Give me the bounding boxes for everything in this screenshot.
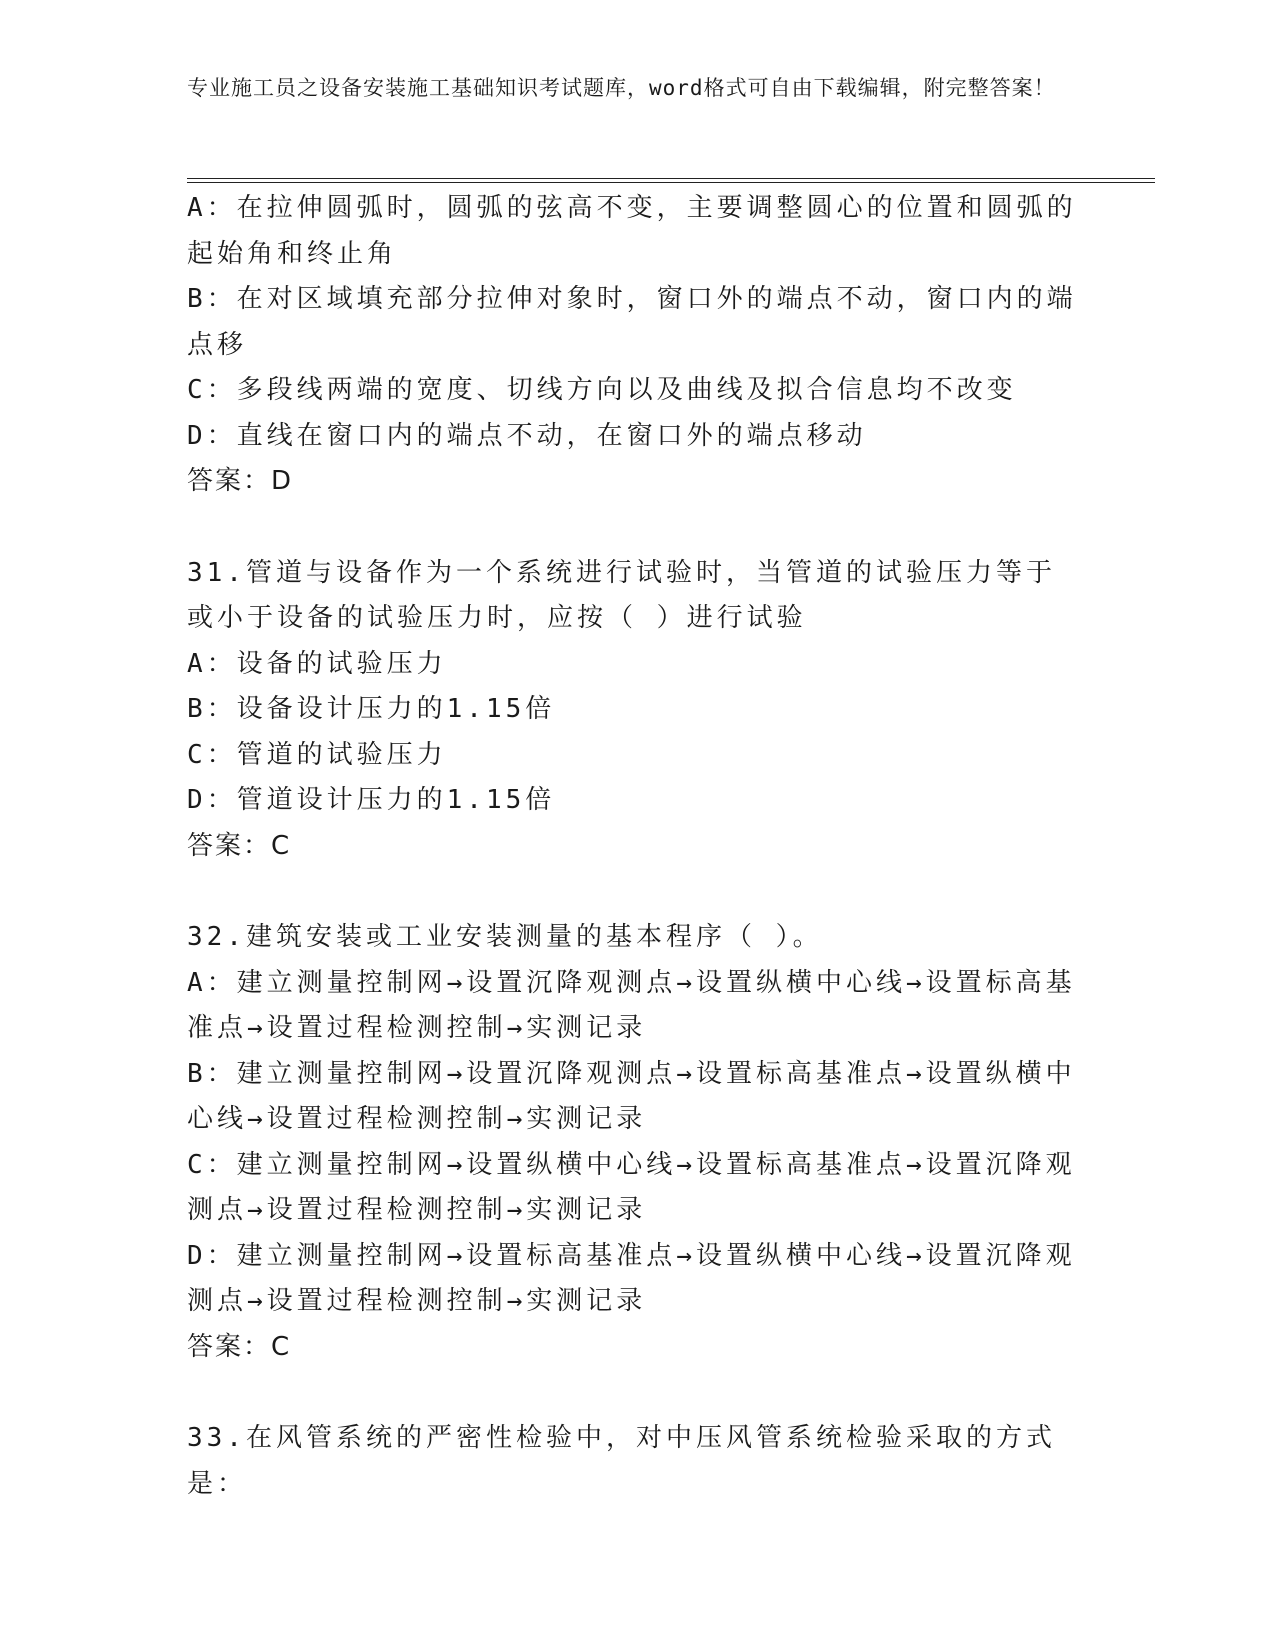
- option-b: B：建立测量控制网→设置沉降观测点→设置标高基准点→设置纵横中心线→设置过程检测控制→实测记录: [187, 1058, 1076, 1134]
- document-body: [187, 186, 1077, 1507]
- question-block-31: [187, 551, 1077, 870]
- option-c: C：多段线两端的宽度、切线方向以及曲线及拟合信息均不改变: [187, 375, 1017, 405]
- option-d: D：直线在窗口内的端点不动，在窗口外的端点移动: [187, 420, 867, 451]
- question-text: 32.建筑安装或工业安装测量的基本程序（ ）。: [187, 922, 823, 952]
- option-c: C：管道的试验压力: [187, 739, 447, 770]
- option-a: A：设备的试验压力: [187, 648, 447, 679]
- option-b: B：在对区域填充部分拉伸对象时，窗口外的端点不动，窗口内的端点移: [187, 284, 1077, 360]
- question-block-32: [187, 915, 1077, 1370]
- option-a: A：在拉伸圆弧时，圆弧的弦高不变，主要调整圆心的位置和圆弧的起始角和终止角: [187, 193, 1077, 269]
- option-c: C：建立测量控制网→设置纵横中心线→设置标高基准点→设置沉降观测点→设置过程检测控制→实测记录: [187, 1149, 1076, 1225]
- page-header: [187, 72, 1067, 104]
- question-block-33: [187, 1416, 1077, 1507]
- header-divider: [187, 178, 1155, 183]
- question-text: 33.在风管系统的严密性检验中，对中压风管系统检验采取的方式是：: [187, 1423, 1056, 1499]
- answer: 答案：C: [187, 830, 292, 861]
- answer: 答案：D: [187, 466, 294, 496]
- option-d: D：建立测量控制网→设置标高基准点→设置纵横中心线→设置沉降观测点→设置过程检测控制→实测记录: [187, 1240, 1076, 1316]
- question-block-30: [187, 186, 1077, 505]
- option-d: D：管道设计压力的1.15倍: [187, 785, 556, 815]
- question-text: 31.管道与设备作为一个系统进行试验时，当管道的试验压力等于或小于设备的试验压力时，应按（ ）进行试验: [187, 557, 1056, 633]
- answer: 答案：C: [187, 1331, 292, 1362]
- option-a: A：建立测量控制网→设置沉降观测点→设置纵横中心线→设置标高基准点→设置过程检测控制→实测记录: [187, 967, 1076, 1043]
- option-b: B：设备设计压力的1.15倍: [187, 694, 556, 724]
- header-text: 专业施工员之设备安装施工基础知识考试题库，word格式可自由下载编辑，附完整答案！: [187, 76, 1056, 100]
